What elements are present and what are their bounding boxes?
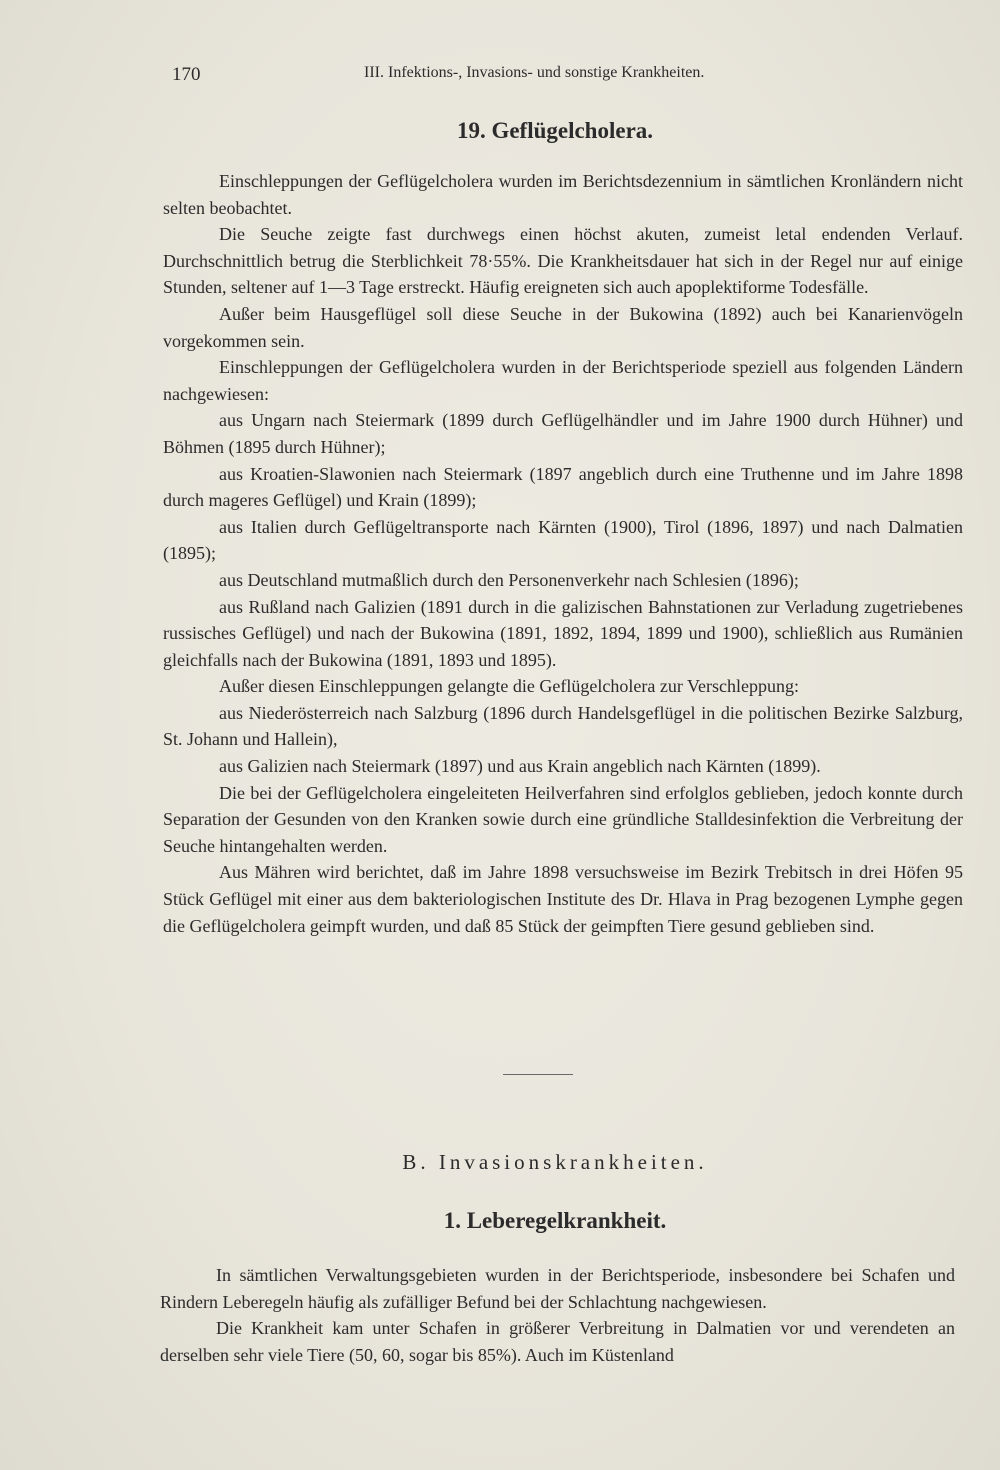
subsection-body: [160, 1262, 955, 1368]
paragraph: Außer diesen Einschleppungen gelangte die Geflügelcholera zur Verschleppung:: [219, 676, 799, 697]
running-head: III. Infektions-, Invasions- und sonstige Krankheiten.: [364, 64, 705, 81]
paragraph: Die Krankheit kam unter Schafen in größerer Verbreitung in Dalmatien vor und verendeten an derselben sehr viele Tiere (50, 60, sogar bis 85%). Auch im Küstenland: [160, 1318, 955, 1365]
paragraph: Die bei der Geflügelcholera eingeleiteten Heilverfahren sind erfolglos geblieben, jedoch konnte durch Separation der Gesunden von den Kranken sowie durch eine gründliche Stalldesinfektion die Verbreitung der Seuche hintangehalten werden.: [163, 782, 963, 856]
paragraph: aus Ungarn nach Steiermark (1899 durch Geflügelhändler und im Jahre 1900 durch Hühner) und Böhmen (1895 durch Hühner);: [163, 410, 963, 457]
section-title: 19. Geflügelcholera.: [456, 118, 654, 143]
section-body: [163, 168, 963, 939]
part-heading: B. Invasionskrankheiten.: [402, 1150, 708, 1174]
paragraph: Aus Mähren wird berichtet, daß im Jahre 1898 versuchsweise im Bezirk Trebitsch in drei Höfen 95 Stück Geflügel mit einer aus dem bakteriologischen Institute des Dr. Hlava in Prag bezogenen Lymphe gegen die Geflügelcholera geimpft wurden, und daß 85 Stück der geimpften Tiere gesund geblieben sind.: [163, 862, 963, 936]
page-header: [172, 62, 762, 90]
section-divider: [503, 1074, 573, 1075]
paragraph: Einschleppungen der Geflügelcholera wurden im Berichtsdezennium in sämtlichen Kronländern nicht selten beobachtet.: [163, 171, 963, 218]
paragraph: aus Deutschland mutmaßlich durch den Personenverkehr nach Schlesien (1896);: [219, 569, 799, 590]
paragraph: aus Kroatien-Slawonien nach Steiermark (1897 angeblich durch eine Truthenne und im Jahre 1898 durch mageres Geflügel) und Krain (1899);: [163, 463, 963, 511]
paragraph: Einschleppungen der Geflügelcholera wurden in der Berichtsperiode speziell aus folgenden Ländern nachgewiesen:: [163, 357, 963, 404]
subsection-title: 1. Leberegelkrankheit.: [443, 1208, 667, 1233]
paragraph: Die Seuche zeigte fast durchwegs einen höchst akuten, zumeist letal endenden Verlauf. Durchschnittlich betrug die Sterblichkeit 78·55%. Die Krankheitsdauer hat sich in der Regel nur auf einige Stunden, seltener auf 1—3 Tage erstreckt. Häufig ereigneten sich auch apoplektiforme Todesfälle.: [163, 224, 963, 298]
paragraph: aus Italien durch Geflügeltransporte nach Kärnten (1900), Tirol (1896, 1897) und nach Dalmatien (1895);: [163, 516, 963, 564]
paragraph: aus Niederösterreich nach Salzburg (1896 durch Handelsgeflügel in die politischen Bezirke Salzburg, St. Johann und Hallein),: [163, 702, 963, 750]
paragraph: aus Rußland nach Galizien (1891 durch in die galizischen Bahnstationen zur Verladung zugetriebenes russisches Geflügel) und nach der Bukowina (1891, 1892, 1894, 1899 und 1900), schließlich aus Rumänien gleichfalls nach der Bukowina (1891, 1893 und 1895).: [163, 596, 963, 670]
paragraph: Außer beim Hausgeflügel soll diese Seuche in der Bukowina (1892) auch bei Kanarienvögeln vorgekommen sein.: [163, 303, 963, 351]
paragraph: aus Galizien nach Steiermark (1897) und aus Krain angeblich nach Kärnten (1899).: [219, 756, 821, 777]
page-number: 170: [172, 64, 201, 85]
paragraph: In sämtlichen Verwaltungsgebieten wurden in der Berichtsperiode, insbesondere bei Schafen und Rindern Leberegeln häufig als zufälliger Befund bei der Schlachtung nachgewiesen.: [160, 1265, 955, 1312]
